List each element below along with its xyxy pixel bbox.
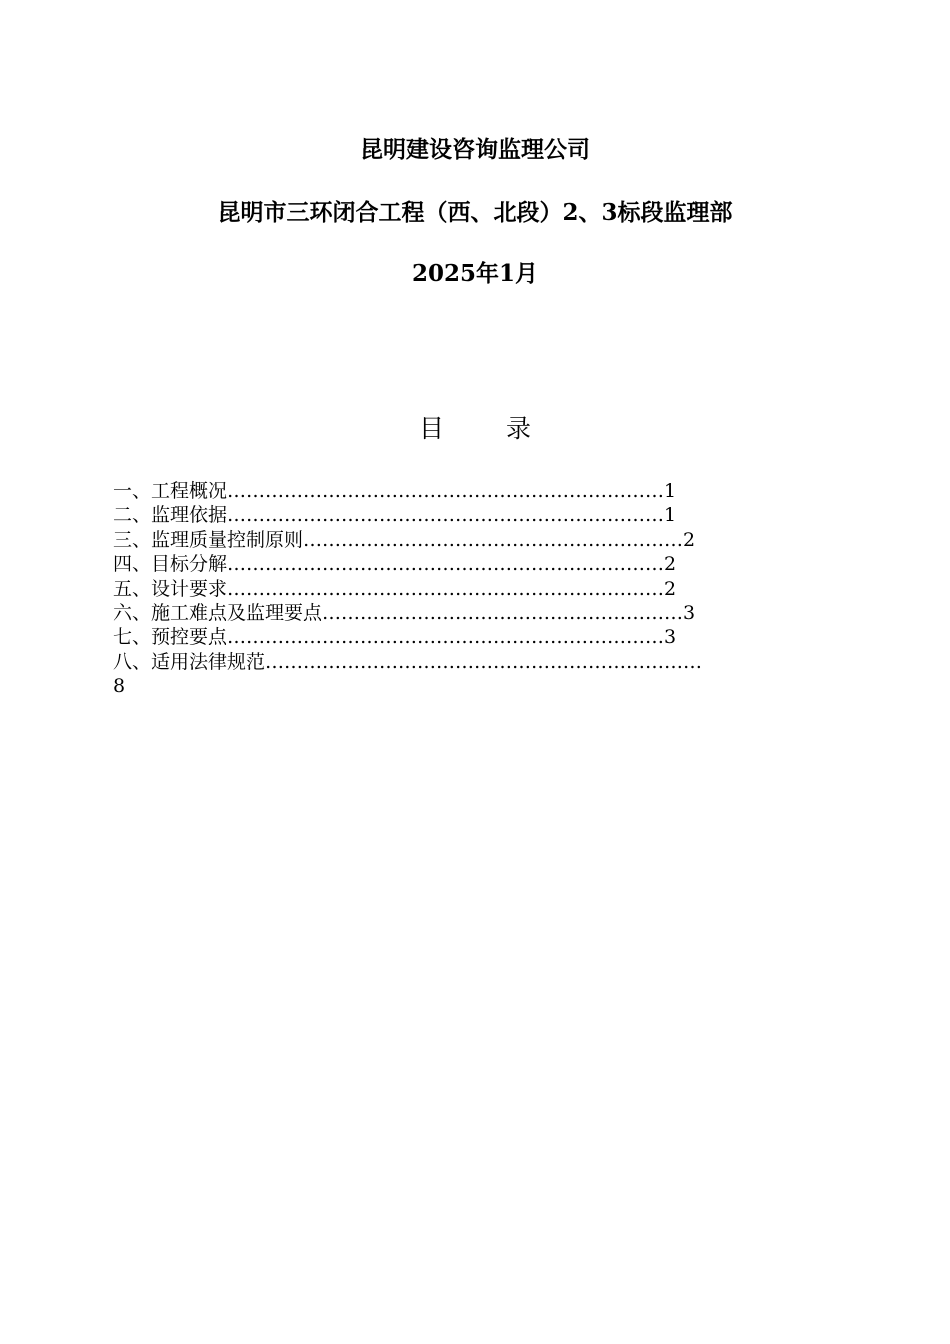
toc-title-right: 录: [506, 414, 532, 443]
toc-item-label: 五、设计要求: [113, 577, 228, 600]
toc-item-applicable-laws-page-line: [113, 674, 797, 698]
toc-item-page: 2: [683, 528, 696, 551]
toc-item-design-requirements[interactable]: [113, 577, 797, 601]
table-of-contents: [113, 479, 837, 698]
toc-title: [0, 413, 950, 445]
toc-item-basis[interactable]: [113, 503, 797, 527]
toc-item-page: 3: [664, 626, 677, 649]
toc-item-page: 3: [683, 601, 696, 624]
toc-item-leader: ……………………………………………………………: [265, 650, 703, 673]
toc-item-leader: …………………………………………………: [322, 601, 684, 624]
toc-item-label: 四、目标分解: [113, 553, 228, 576]
toc-item-label: 七、预控要点: [113, 626, 228, 649]
toc-item-construction-difficulties[interactable]: [113, 601, 797, 625]
toc-item-quality-principles[interactable]: [113, 528, 797, 552]
toc-item-label: 六、施工难点及监理要点: [113, 601, 323, 624]
toc-item-leader: ……………………………………………………………: [227, 626, 665, 649]
toc-item-page: 1: [664, 504, 677, 527]
toc-title-left: 目: [418, 414, 444, 443]
toc-item-leader: ……………………………………………………………: [227, 553, 665, 576]
toc-item-goal-breakdown[interactable]: [113, 552, 797, 576]
toc-item-leader: ……………………………………………………: [303, 528, 684, 551]
toc-item-page: 8: [113, 675, 126, 698]
toc-item-page: 2: [664, 577, 677, 600]
toc-item-leader: ……………………………………………………………: [227, 504, 665, 527]
toc-item-precontrol-points[interactable]: [113, 625, 797, 649]
toc-item-leader: ……………………………………………………………: [227, 577, 665, 600]
toc-item-label: 二、监理依据: [113, 504, 228, 527]
document-date: 2025年1月: [411, 260, 539, 287]
toc-item-label: 三、监理质量控制原则: [113, 528, 304, 551]
toc-item-page: 2: [664, 553, 677, 576]
toc-item-label: 一、工程概况: [113, 480, 228, 502]
toc-item-label: 八、适用法律规范: [113, 650, 266, 673]
department-name: 昆明市三环闭合工程（西、北段）2、3标段监理部: [217, 199, 733, 226]
toc-item-applicable-laws[interactable]: [113, 650, 837, 674]
toc-item-overview[interactable]: [113, 479, 797, 503]
toc-item-page: 1: [664, 480, 677, 502]
toc-item-leader: ……………………………………………………………: [227, 480, 665, 502]
company-name: 昆明建设咨询监理公司: [360, 136, 590, 163]
